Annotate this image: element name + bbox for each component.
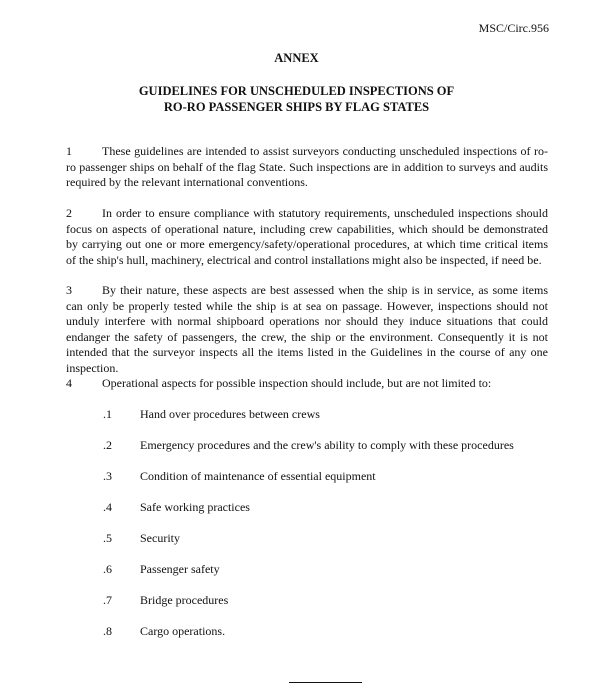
list-item-number: .6 (103, 562, 112, 576)
list-item-number: .7 (103, 593, 112, 607)
list-item-text: Passenger safety (140, 562, 220, 576)
list-item-text: Condition of maintenance of essential equipment (140, 469, 376, 483)
list-item-text: Cargo operations. (140, 624, 226, 638)
list-item-text: Security (140, 531, 180, 545)
list-item-text: Bridge procedures (140, 593, 229, 607)
list-item (103, 593, 228, 609)
paragraph-2 (66, 206, 548, 268)
paragraph-3 (66, 283, 548, 376)
end-rule (289, 682, 362, 683)
list-item-number: .5 (103, 531, 112, 545)
title-line-2: RO-RO PASSENGER SHIPS BY FLAG STATES (163, 100, 430, 114)
paragraph-1 (66, 144, 548, 191)
list-item-number: .3 (103, 469, 112, 483)
list-item (103, 469, 376, 485)
paragraph-number: 1 (66, 144, 72, 158)
list-item (103, 624, 225, 640)
list-item (103, 531, 180, 547)
list-item-text: Emergency procedures and the crew's ability to comply with these procedures (140, 438, 514, 452)
title-line-1: GUIDELINES FOR UNSCHEDULED INSPECTIONS OF (138, 84, 455, 98)
paragraph-number: 2 (66, 206, 72, 220)
list-item (103, 407, 320, 423)
document-title (0, 83, 593, 115)
paragraph-4 (66, 376, 491, 392)
list-item-text: Safe working practices (140, 500, 250, 514)
list-item-number: .4 (103, 500, 112, 514)
paragraph-number: 3 (66, 283, 72, 297)
list-item (103, 500, 250, 516)
list-item (103, 562, 220, 578)
annex-heading: ANNEX (274, 51, 319, 65)
list-item-text: Hand over procedures between crews (140, 407, 320, 421)
paragraph-number: 4 (66, 376, 72, 390)
paragraph-text: Operational aspects for possible inspection should include, but are not limited to: (102, 376, 492, 390)
paragraph-text: By their nature, these aspects are best assessed when the ship is in service, as some items can only be properly tested while the ship is at sea on passage. However, inspections should not unduly interfere with normal shipboard operations nor should they induce situations that could endanger the safety of passengers, the crew, the ship or the environment. Consequently it is not intended that the surveyor inspects all the items listed in the Guidelines in the course of any one inspection. (66, 283, 548, 375)
paragraph-text: In order to ensure compliance with statutory requirements, unscheduled inspections should focus on aspects of operational nature, including crew capabilities, which should be demonstrated by carrying out one or more emergency/safety/operational procedures, at which time critical items of the ship's hull, machinery, electrical and control installations might also be inspected, if need be. (66, 206, 548, 267)
list-item-number: .1 (103, 407, 112, 421)
paragraph-text: These guidelines are intended to assist surveyors conducting unscheduled inspections of ro-ro passenger ships on behalf of the flag State. Such inspections are in addition to surveys and audits required by the relevant international conventions. (66, 144, 548, 189)
list-item-number: .8 (103, 624, 112, 638)
list-item-number: .2 (103, 438, 112, 452)
list-item (103, 438, 514, 454)
document-reference: MSC/Circ.956 (478, 21, 549, 35)
